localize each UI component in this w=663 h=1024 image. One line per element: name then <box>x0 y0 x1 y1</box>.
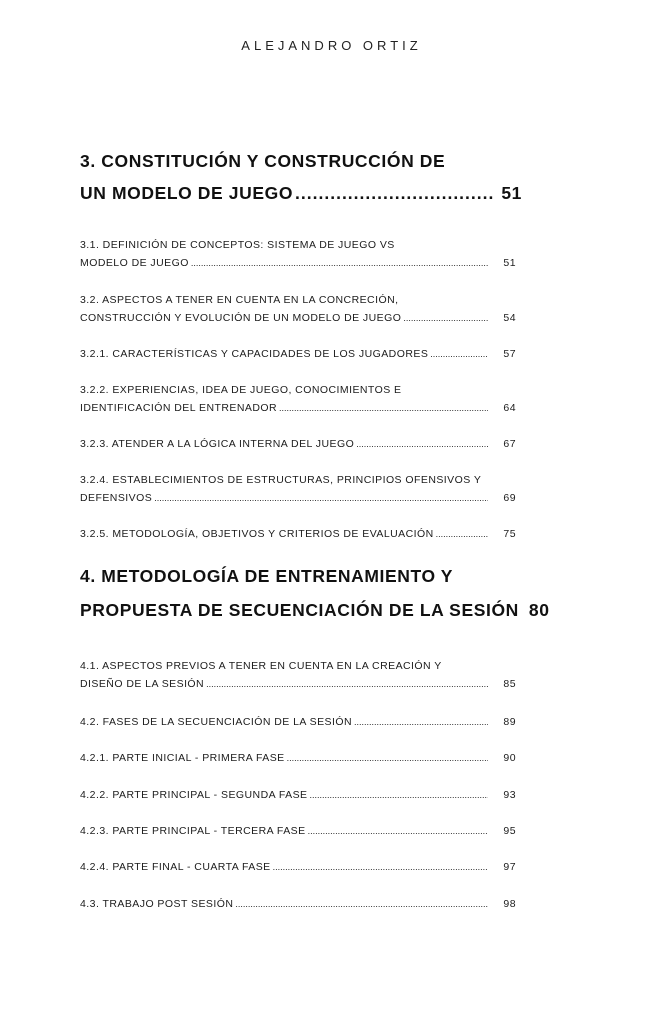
entry-title: 4.3. TRABAJO POST SESIÓN <box>80 898 234 910</box>
dot-leader <box>279 399 488 417</box>
entry-page-number: 64 <box>503 402 516 414</box>
dot-leader <box>356 435 488 453</box>
toc-entry-3-2-2[interactable] <box>80 381 516 417</box>
dot-leader <box>287 749 488 767</box>
toc-chapter-4[interactable] <box>80 560 550 626</box>
entry-title-line1: 3.1. DEFINICIÓN DE CONCEPTOS: SISTEMA DE JUEGO VS <box>80 239 395 251</box>
entry-page-number: 51 <box>503 257 516 269</box>
dot-leader <box>403 309 488 327</box>
entry-page-number: 85 <box>503 678 516 690</box>
toc-entry-4-2-4[interactable] <box>80 858 516 876</box>
dot-leader <box>273 858 488 876</box>
entry-title: 3.2.5. METODOLOGÍA, OBJETIVOS Y CRITERIOS DE EVALUACIÓN <box>80 528 434 540</box>
dot-leader <box>154 489 488 507</box>
toc-chapter-3[interactable] <box>80 145 522 209</box>
entry-page-number: 89 <box>503 716 516 728</box>
dot-leader <box>191 254 488 272</box>
entry-title-line1: 3.2.2. EXPERIENCIAS, IDEA DE JUEGO, CONOCIMIENTOS E <box>80 384 402 396</box>
entry-title-line1: 3.2.4. ESTABLECIMIENTOS DE ESTRUCTURAS, PRINCIPIOS OFENSIVOS Y <box>80 474 482 486</box>
toc-entry-3-2-1[interactable] <box>80 345 516 363</box>
entry-page-number: 90 <box>503 752 516 764</box>
entry-page-number: 69 <box>503 492 516 504</box>
dot-leader <box>295 177 493 209</box>
toc-entry-4-2-1[interactable] <box>80 749 516 767</box>
toc-entry-4-2-2[interactable] <box>80 786 516 804</box>
entry-title: 4.2. FASES DE LA SECUENCIACIÓN DE LA SESIÓN <box>80 716 353 728</box>
toc-entry-3-2-4[interactable] <box>80 471 516 507</box>
entry-title: 4.2.3. PARTE PRINCIPAL - TERCERA FASE <box>80 825 306 837</box>
entry-title: 4.2.2. PARTE PRINCIPAL - SEGUNDA FASE <box>80 789 308 801</box>
entry-page-number: 98 <box>503 898 516 910</box>
toc-entry-4-2-3[interactable] <box>80 822 516 840</box>
dot-leader <box>430 345 488 363</box>
dot-leader <box>436 525 488 543</box>
dot-leader <box>235 895 488 913</box>
entry-page-number: 95 <box>503 825 516 837</box>
entry-title-line1: 4.1. ASPECTOS PREVIOS A TENER EN CUENTA EN LA CREACIÓN Y <box>80 660 442 672</box>
toc-entry-3-1[interactable] <box>80 236 516 272</box>
entry-title-line2: IDENTIFICACIÓN DEL ENTRENADOR <box>80 402 278 414</box>
entry-title: 4.2.1. PARTE INICIAL - PRIMERA FASE <box>80 752 285 764</box>
dot-leader <box>354 713 488 731</box>
toc-entry-4-1[interactable] <box>80 657 516 693</box>
entry-title: 3.2.1. CARACTERÍSTICAS Y CAPACIDADES DE LOS JUGADORES <box>80 348 429 360</box>
dot-leader <box>206 675 488 693</box>
entry-title: 3.2.3. ATENDER A LA LÓGICA INTERNA DEL JUEGO <box>80 438 355 450</box>
toc-entry-3-2-3[interactable] <box>80 435 516 453</box>
chapter-title-line2: UN MODELO DE JUEGO <box>80 183 294 203</box>
entry-title-line2: DEFENSIVOS <box>80 492 153 504</box>
chapter-title-line1: 3. CONSTITUCIÓN Y CONSTRUCCIÓN DE <box>80 151 446 171</box>
entry-title-line2: CONSTRUCCIÓN Y EVOLUCIÓN DE UN MODELO DE JUEGO <box>80 312 402 324</box>
entry-page-number: 93 <box>503 789 516 801</box>
entry-page-number: 67 <box>503 438 516 450</box>
entry-title-line2: DISEÑO DE LA SESIÓN <box>80 678 205 690</box>
entry-title-line1: 3.2. ASPECTOS A TENER EN CUENTA EN LA CONCRECIÓN, <box>80 294 399 306</box>
running-header-author: ALEJANDRO ORTIZ <box>241 38 422 53</box>
entry-page-number: 54 <box>503 312 516 324</box>
entry-page-number: 75 <box>503 528 516 540</box>
dot-leader <box>310 786 489 804</box>
chapter-title-line1: 4. METODOLOGÍA DE ENTRENAMIENTO Y <box>80 566 454 586</box>
dot-leader <box>308 822 488 840</box>
entry-page-number: 97 <box>503 861 516 873</box>
toc-entry-3-2-5[interactable] <box>80 525 516 543</box>
chapter-title-line2: PROPUESTA DE SECUENCIACIÓN DE LA SESIÓN <box>80 600 519 620</box>
toc-entry-4-3[interactable] <box>80 895 516 913</box>
entry-title-line2: MODELO DE JUEGO <box>80 257 189 269</box>
entry-title: 4.2.4. PARTE FINAL - CUARTA FASE <box>80 861 271 873</box>
toc-entry-3-2[interactable] <box>80 291 516 327</box>
toc-entry-4-2[interactable] <box>80 713 516 731</box>
entry-page-number: 57 <box>503 348 516 360</box>
chapter-page-number: 51 <box>501 183 522 203</box>
chapter-page-number: 80 <box>528 600 550 620</box>
